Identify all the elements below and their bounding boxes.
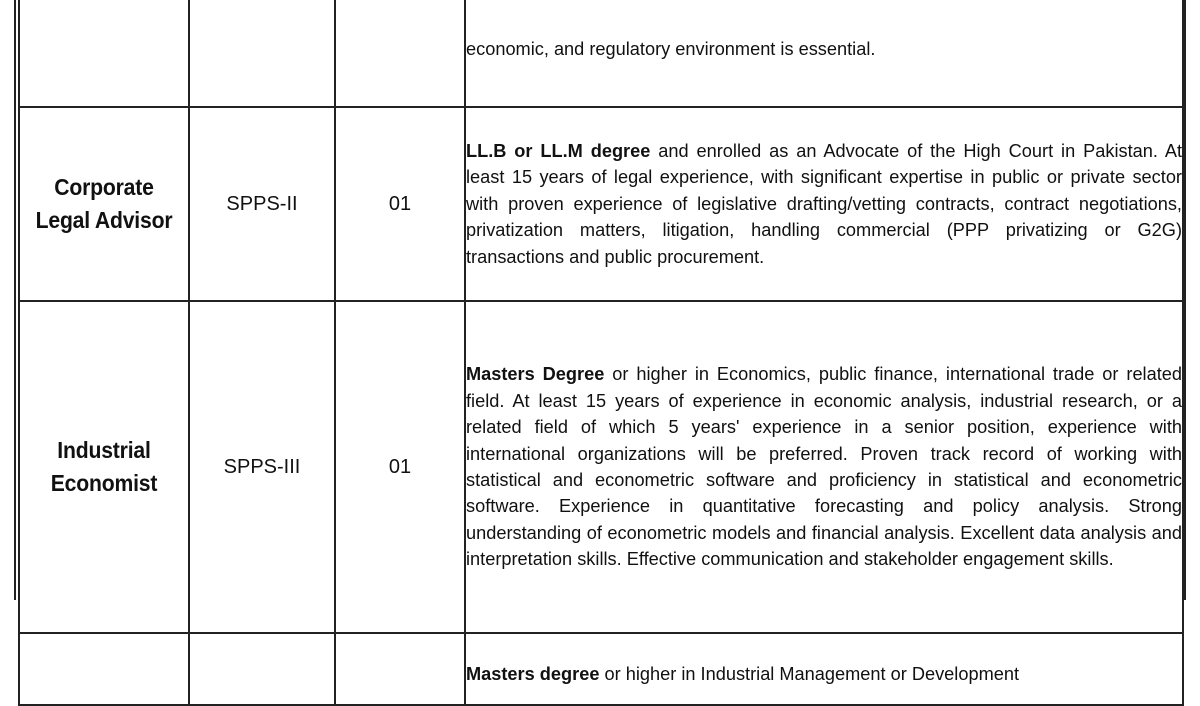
table-row: [19, 633, 1183, 705]
qualification-text: economic, and regulatory environment is essential.: [466, 38, 876, 59]
table-left-border: [14, 0, 16, 600]
posts-count-cell: [335, 633, 465, 705]
pay-scale-cell: SPPS-III: [189, 301, 335, 633]
position-title-cell: [26, 107, 182, 301]
posts-count-cell: 01: [335, 107, 465, 301]
qualification-cell: [465, 0, 1183, 107]
table-row: [19, 0, 1183, 107]
pay-scale-cell: SPPS-II: [189, 107, 335, 301]
qualification-cell: [465, 301, 1183, 633]
posts-count-cell: 01: [335, 301, 465, 633]
positions-table: [18, 0, 1184, 706]
qualification-lead: Masters Degree: [466, 364, 605, 385]
table-right-border: [1184, 0, 1186, 600]
posts-count-cell: [335, 0, 465, 107]
qualification-lead: LL.B or LL.M degree: [466, 140, 651, 161]
position-title-line: Industrial: [57, 437, 151, 463]
position-title-cell: [26, 301, 182, 633]
table-row: [19, 107, 1183, 301]
qualification-lead: Masters degree: [466, 663, 600, 684]
qualification-text: or higher in Industrial Management or Development: [599, 663, 1020, 684]
table-row: [19, 301, 1183, 633]
position-title-cell: [26, 633, 182, 705]
qualification-text: and enrolled as an Advocate of the High Court in Pakistan. At least 15 years of legal experience, with significant expertise in public or private sector with proven experience of legislative drafting/vetting contracts, contract negotiations, privatization matters, litigation, handling commercial (PPP privatizing or G2G) transactions and public procurement.: [466, 140, 1182, 267]
position-title-line: Corporate: [54, 174, 154, 200]
qualification-text: or higher in Economics, public finance, international trade or related field. At least 15 years of experience in economic analysis, industrial research, or a related field of which 5 years' experience in a senior position, experience with international organizations will be preferred. Proven track record of working with statistical and econometric software and proficiency in statistical and econometric software. Experience in quantitative forecasting and policy analysis. Strong understanding of econometric models and financial analysis. Excellent data analysis and interpretation skills. Effective communication and stakeholder engagement skills.: [466, 364, 1183, 570]
pay-scale-cell: [189, 0, 335, 107]
position-title-line: Legal Advisor: [35, 207, 173, 233]
qualification-cell: [465, 633, 1183, 705]
pay-scale-cell: [189, 633, 335, 705]
position-title-line: Economist: [50, 470, 158, 496]
position-title-cell: [26, 0, 182, 107]
qualification-cell: [465, 107, 1183, 301]
